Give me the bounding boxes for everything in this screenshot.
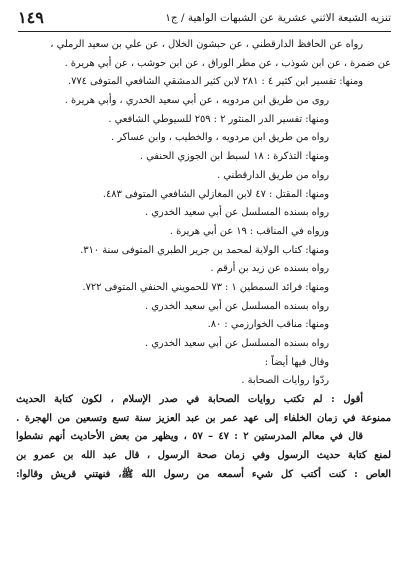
running-title: تنزيه الشيعة الاثني عشرية عن الشبهات الواهية / ج١ xyxy=(165,12,391,24)
text-line: العاص : كنت أكتب كل شيء أسمعه من رسول الله ﷺ، فنهتني قريش وقالوا: xyxy=(16,468,391,480)
text-line: لمنع كتابة حديث الرسول وفي زمان صحة الرسول ، قال عبد الله بن عمرو بن xyxy=(16,450,391,462)
text-line: ومنها: تفسير الدر المنثور ٢ : ٢٥٩ للسيوطي الشافعي . xyxy=(108,113,329,125)
text-line: ردّوا روايات الصحابة . xyxy=(241,375,329,387)
text-line: وقال فيها أيضاً : xyxy=(264,356,329,368)
text-line: ورواه في المناقب : ١٩ عن أبي هريرة . xyxy=(169,225,329,237)
text-line: ومنها: المقتل : ٤٧ لابن المغازلي الشافعي المتوفى ٤٨٣. xyxy=(102,188,329,200)
body-text xyxy=(16,36,391,571)
text-line: ومنها: فرائد السمطين ١ : ٧٣ للحمويني الحنفي المتوفى ٧٢٢. xyxy=(82,281,329,293)
page-number: ١٤٩ xyxy=(18,8,44,27)
text-line: قال في معالم المدرستين ٢ : ٤٧ – ٥٧ ، ويظهر من بعض الأحاديث أنهم نشطوا xyxy=(16,431,363,443)
text-line: أقول : لم تكتب روايات الصحابة في صدر الإسلام ، لكون كتابة الحديث xyxy=(16,394,363,406)
page-header xyxy=(18,8,391,30)
header-divider xyxy=(18,31,391,32)
text-line: رواه بسنده عن زيد بن أرقم . xyxy=(210,263,329,275)
text-line: رواه من طريق الدارقطني . xyxy=(217,169,329,181)
text-line: رواه بسنده المسلسل عن أبي سعيد الخدري . xyxy=(145,338,329,349)
text-line: رواه من طريق ابن مردويه ، والخطيب ، وابن عساكر . xyxy=(111,132,329,144)
text-line: ومنها: كتاب الولاية لمحمد بن جرير الطبري المتوفى سنة ٣١٠. xyxy=(80,244,329,256)
text-line: ومنها: التذكرة : ١٨ لسبط ابن الجوزي الحنفي . xyxy=(139,151,329,163)
text-line: رواه بسنده المسلسل عن أبي سعيد الخدري . xyxy=(145,300,329,312)
text-line: رواه عن الحافظ الدارقطني ، عن حبشون الخلال ، عن علي بن سعيد الرملي ، xyxy=(50,39,363,50)
text-line: ومنها: مناقب الخوارزمي : ٨٠. xyxy=(207,319,329,331)
text-line: ممنوعة في زمان الخلفاء إلى عهد عمر بن عبد العزيز سنة تسع وتسعين من الهجرة . xyxy=(16,412,391,424)
text-line: روى من طريق ابن مردويه ، عن أبي سعيد الخدري ، وأبي هريرة . xyxy=(64,95,329,107)
text-line: عن ضمرة ، عن ابن شوذب ، عن مطر الوراق ، عن ابن حوشب ، عن أبي هريرة . xyxy=(64,57,391,69)
text-line: ومنها: تفسير ابن كثير ٤ : ٢٨١ لابن كثير الدمشقي الشافعي المتوفى ٧٧٤. xyxy=(67,76,363,88)
text-line: رواه بسنده المسلسل عن أبي سعيد الخدري . xyxy=(145,207,329,219)
